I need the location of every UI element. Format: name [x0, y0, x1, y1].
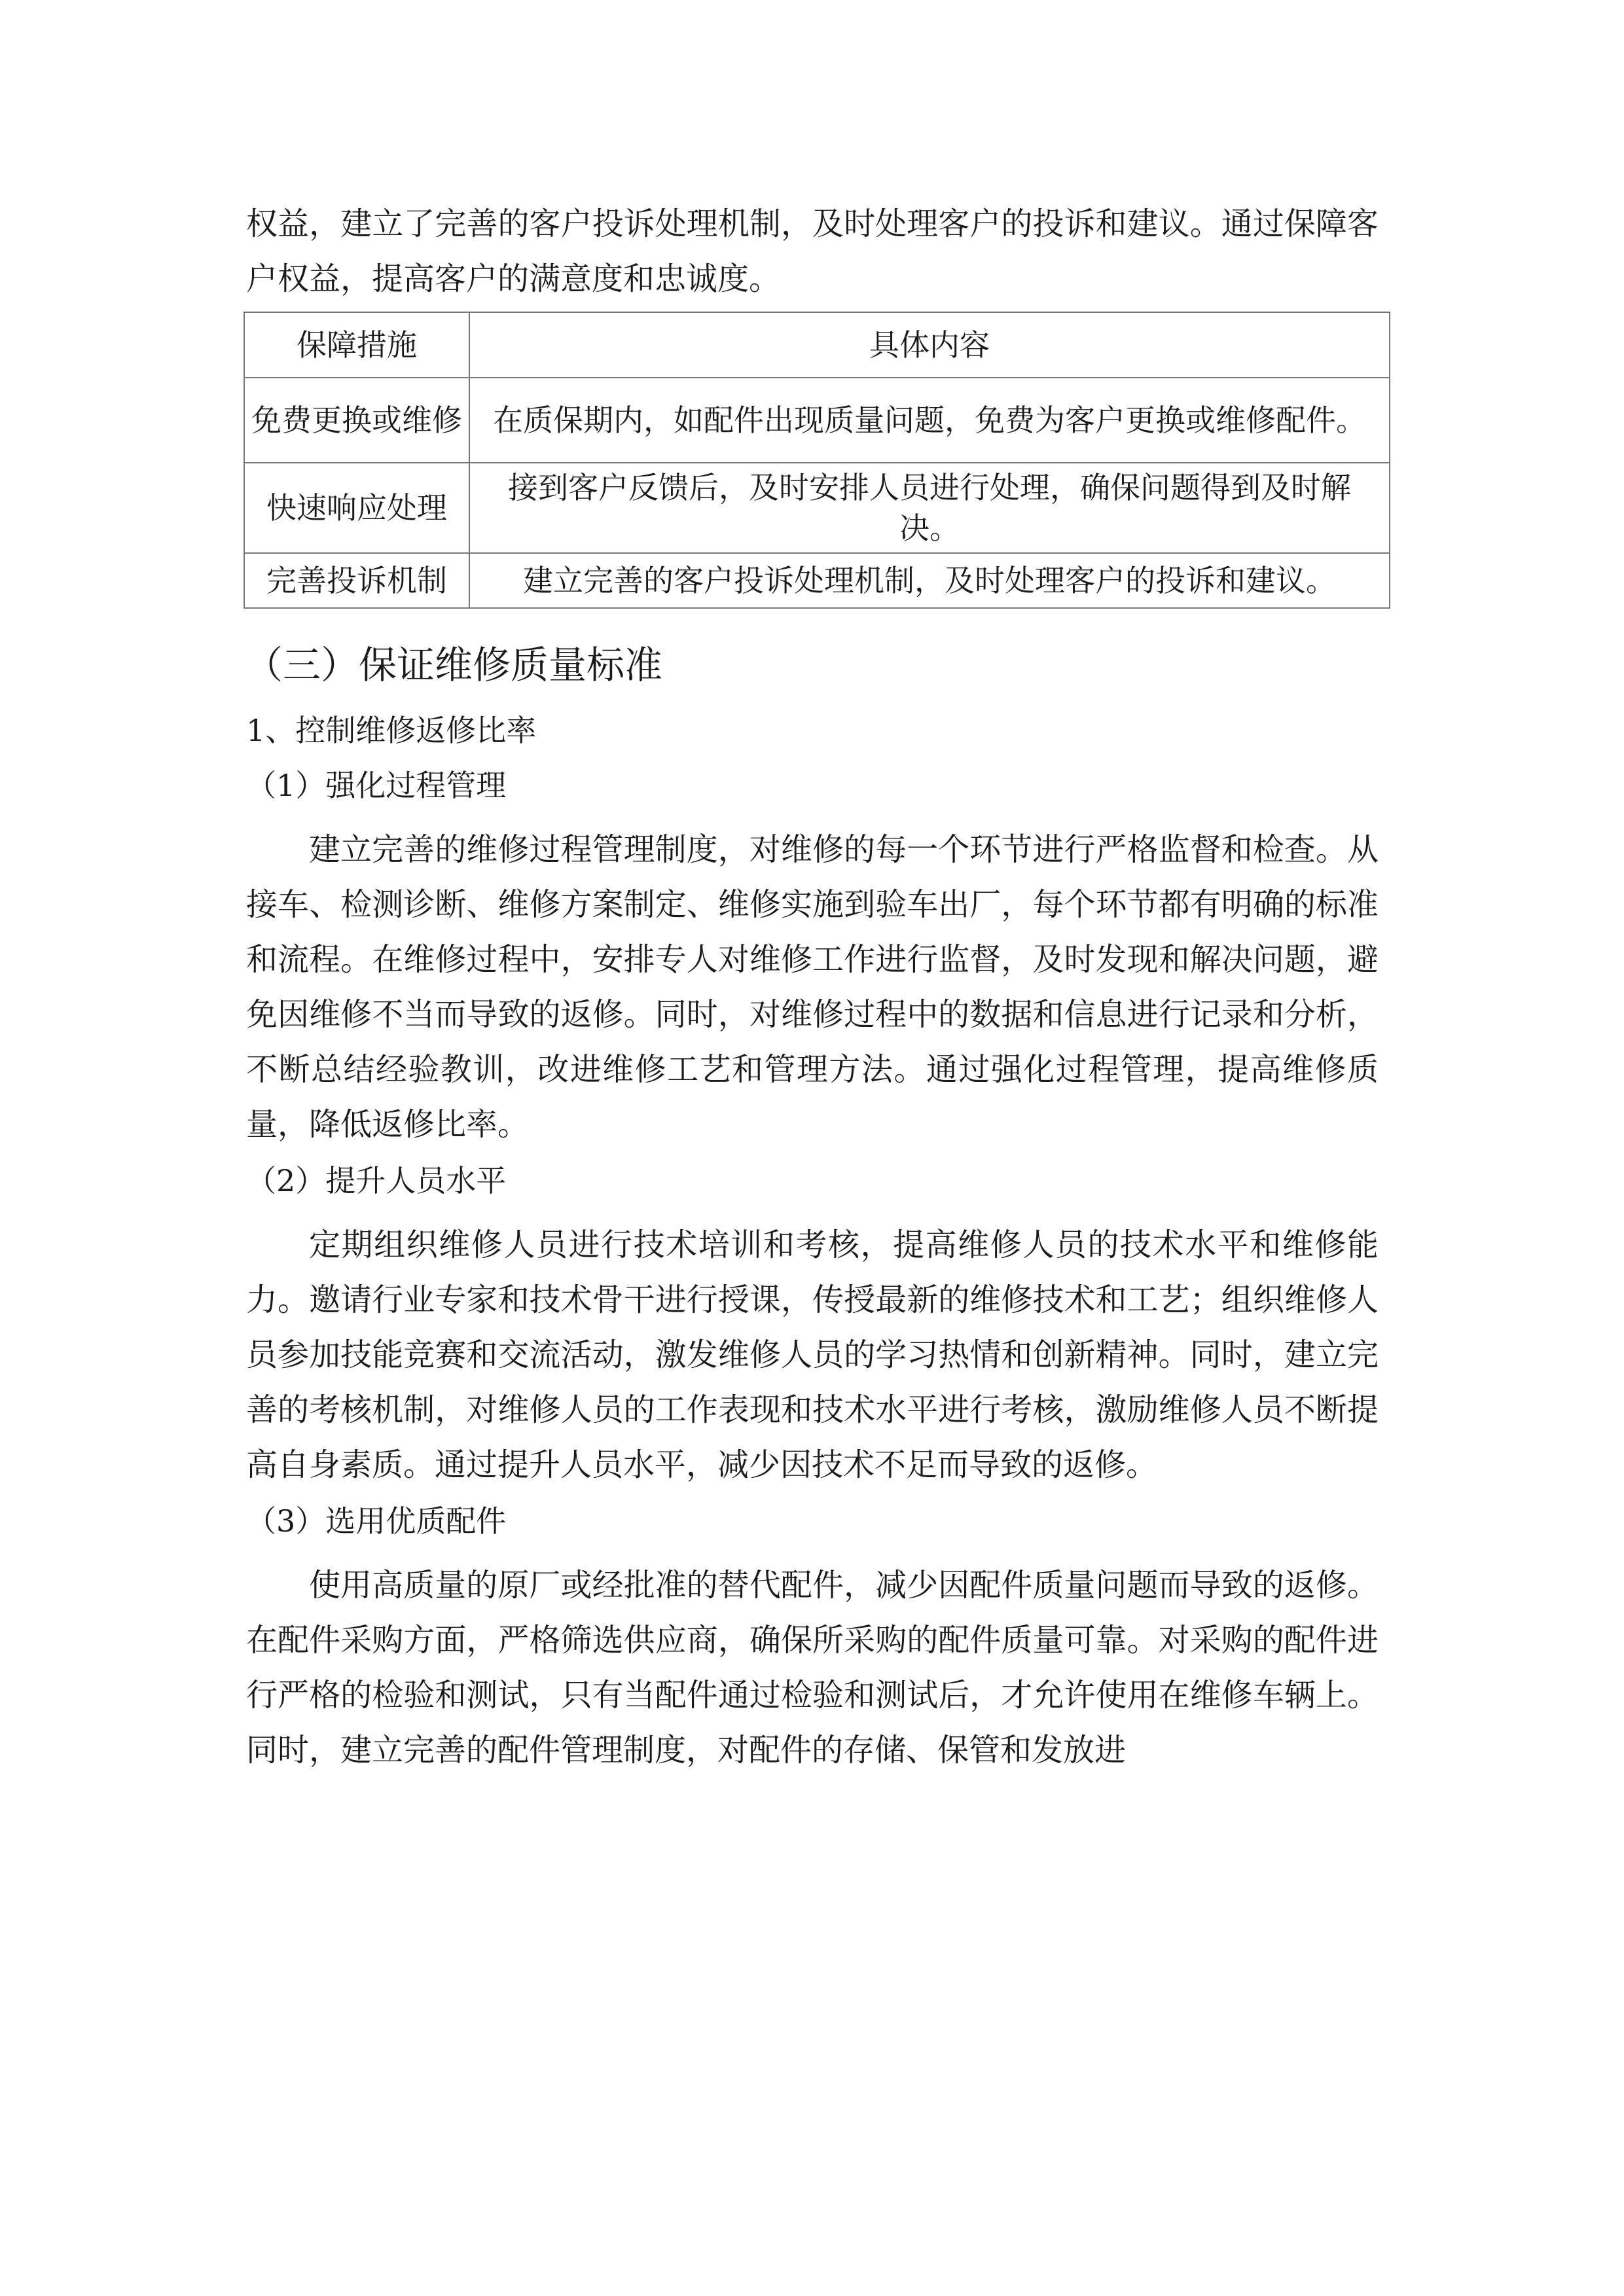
item-body-parts: 使用高质量的原厂或经批准的替代配件，减少因配件质量问题而导致的返修。在配件采购方面，严格筛选供应商，确保所采购的配件质量可靠。对采购的配件进行严格的检验和测试，只有当配件通过检验和测试后，才允许使用在维修车辆上。同时，建立完善的配件管理制度，对配件的存储、保管和发放进 — [246, 1567, 1379, 1768]
intro-paragraph: 权益，建立了完善的客户投诉处理机制，及时处理客户的投诉和建议。通过保障客户权益，提高客户的满意度和忠诚度。 — [246, 206, 1379, 297]
page-content — [246, 196, 1379, 1778]
table-header-row — [244, 312, 1390, 378]
item-heading-process: （1）强化过程管理 — [246, 768, 507, 803]
table-cell-measure: 快速响应处理 — [244, 463, 469, 553]
header-content: 具体内容 — [469, 312, 1390, 378]
table-cell-content: 在质保期内，如配件出现质量问题，免费为客户更换或维修配件。 — [469, 378, 1390, 463]
table-cell-measure: 免费更换或维修 — [244, 378, 469, 463]
table-row — [244, 553, 1390, 608]
table-cell-measure: 完善投诉机制 — [244, 553, 469, 608]
section-heading: （三）保证维修质量标准 — [245, 643, 663, 687]
table-row — [244, 378, 1390, 463]
table-cell-content: 建立完善的客户投诉处理机制，及时处理客户的投诉和建议。 — [469, 553, 1390, 608]
item-body-process: 建立完善的维修过程管理制度，对维修的每一个环节进行严格监督和检查。从接车、检测诊断、维修方案制定、维修实施到验车出厂，每个环节都有明确的标准和流程。在维修过程中，安排专人对维修工作进行监督，及时发现和解决问题，避免因维修不当而导致的返修。同时，对维修过程中的数据和信息进行记录和分析，不断总结经验教训，改进维修工艺和管理方法。通过强化过程管理，提高维修质量，降低返修比率。 — [246, 831, 1379, 1143]
header-measure: 保障措施 — [244, 312, 469, 378]
guarantee-measures-table — [244, 312, 1390, 609]
subsection-heading: 1、控制维修返修比率 — [246, 713, 537, 748]
item-heading-staff: （2）提升人员水平 — [246, 1163, 507, 1198]
table-cell-content: 接到客户反馈后，及时安排人员进行处理，确保问题得到及时解决。 — [469, 463, 1390, 553]
item-heading-parts: （3）选用优质配件 — [246, 1503, 507, 1539]
item-body-staff: 定期组织维修人员进行技术培训和考核，提高维修人员的技术水平和维修能力。邀请行业专家和技术骨干进行授课，传授最新的维修技术和工艺；组织维修人员参加技能竞赛和交流活动，激发维修人员的学习热情和创新精神。同时，建立完善的考核机制，对维修人员的工作表现和技术水平进行考核，激励维修人员不断提高自身素质。通过提升人员水平，减少因技术不足而导致的返修。 — [246, 1227, 1379, 1483]
table-row — [244, 463, 1390, 553]
